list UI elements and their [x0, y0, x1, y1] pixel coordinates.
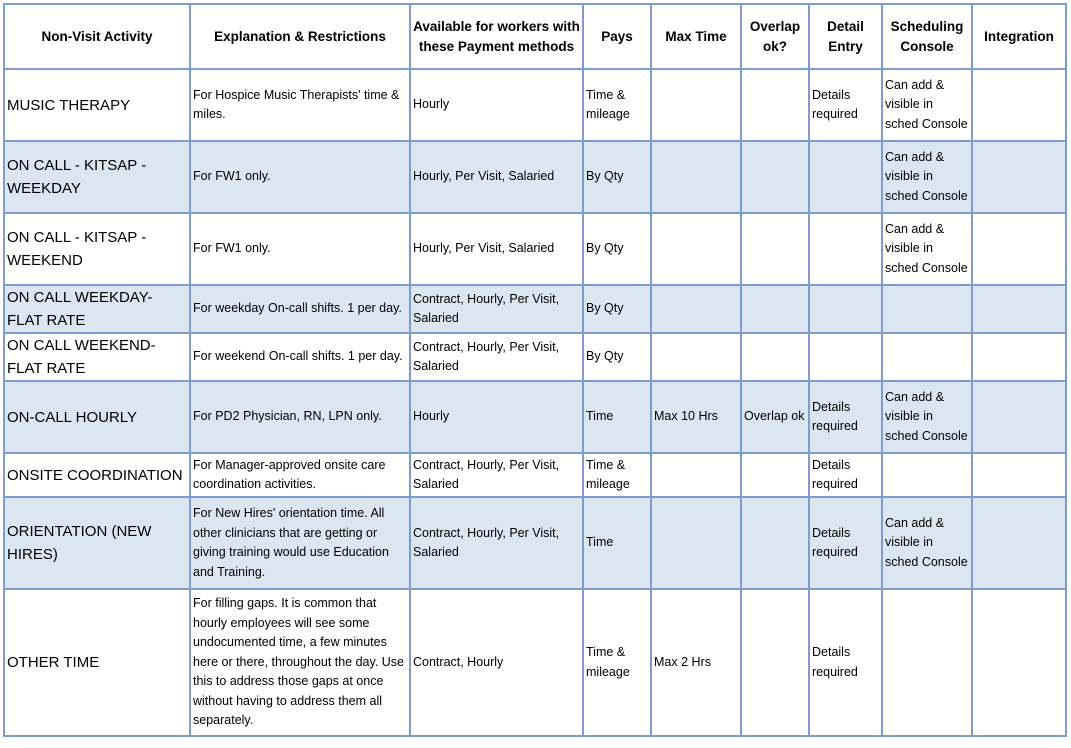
- header-scheduling-console: Scheduling Console: [882, 4, 972, 69]
- payment-cell: Contract, Hourly, Per Visit, Salaried: [410, 333, 583, 381]
- overlap-cell: [741, 453, 809, 497]
- header-payment-methods: Available for workers with these Payment methods: [410, 4, 583, 69]
- pays-cell: Time & mileage: [583, 69, 651, 141]
- overlap-cell: [741, 333, 809, 381]
- detail-cell: [809, 333, 882, 381]
- detail-cell: [809, 141, 882, 213]
- activity-cell: ON CALL WEEKEND-FLAT RATE: [4, 333, 190, 381]
- console-cell: Can add & visible in sched Console: [882, 141, 972, 213]
- activity-cell: ONSITE COORDINATION: [4, 453, 190, 497]
- explanation-cell: For Hospice Music Therapists' time & miles.: [190, 69, 410, 141]
- overlap-cell: [741, 213, 809, 285]
- activity-cell: ON CALL - KITSAP - WEEKDAY: [4, 141, 190, 213]
- detail-cell: Details required: [809, 453, 882, 497]
- activity-cell: OTHER TIME: [4, 589, 190, 736]
- explanation-cell: For PD2 Physician, RN, LPN only.: [190, 381, 410, 453]
- console-cell: Can add & visible in sched Console: [882, 497, 972, 589]
- overlap-cell: [741, 141, 809, 213]
- max-time-cell: [651, 69, 741, 141]
- console-cell: Can add & visible in sched Console: [882, 381, 972, 453]
- header-pays: Pays: [583, 4, 651, 69]
- overlap-cell: [741, 69, 809, 141]
- header-overlap: Overlap ok?: [741, 4, 809, 69]
- integration-cell: [972, 141, 1066, 213]
- integration-cell: [972, 453, 1066, 497]
- detail-cell: Details required: [809, 381, 882, 453]
- integration-cell: [972, 285, 1066, 333]
- activity-cell: ORIENTATION (NEW HIRES): [4, 497, 190, 589]
- overlap-cell: [741, 589, 809, 736]
- header-row: [4, 4, 1066, 69]
- table-row: [4, 141, 1066, 213]
- table-row: [4, 589, 1066, 736]
- table-row: [4, 213, 1066, 285]
- console-cell: [882, 285, 972, 333]
- payment-cell: Contract, Hourly: [410, 589, 583, 736]
- header-max-time: Max Time: [651, 4, 741, 69]
- pays-cell: Time & mileage: [583, 453, 651, 497]
- console-cell: Can add & visible in sched Console: [882, 69, 972, 141]
- max-time-cell: [651, 497, 741, 589]
- integration-cell: [972, 381, 1066, 453]
- max-time-cell: Max 10 Hrs: [651, 381, 741, 453]
- overlap-cell: Overlap ok: [741, 381, 809, 453]
- payment-cell: Hourly, Per Visit, Salaried: [410, 213, 583, 285]
- explanation-cell: For weekend On-call shifts. 1 per day.: [190, 333, 410, 381]
- explanation-cell: For weekday On-call shifts. 1 per day.: [190, 285, 410, 333]
- pays-cell: Time: [583, 381, 651, 453]
- table-row: [4, 285, 1066, 333]
- header-integration: Integration: [972, 4, 1066, 69]
- detail-cell: [809, 285, 882, 333]
- max-time-cell: [651, 453, 741, 497]
- max-time-cell: [651, 333, 741, 381]
- header-explanation: Explanation & Restrictions: [190, 4, 410, 69]
- payment-cell: Contract, Hourly, Per Visit, Salaried: [410, 453, 583, 497]
- detail-cell: Details required: [809, 69, 882, 141]
- integration-cell: [972, 497, 1066, 589]
- header-activity: Non-Visit Activity: [4, 4, 190, 69]
- explanation-cell: For FW1 only.: [190, 213, 410, 285]
- explanation-cell: For Manager-approved onsite care coordination activities.: [190, 453, 410, 497]
- table-row: [4, 69, 1066, 141]
- header-detail-entry: Detail Entry: [809, 4, 882, 69]
- integration-cell: [972, 213, 1066, 285]
- detail-cell: Details required: [809, 589, 882, 736]
- pays-cell: Time: [583, 497, 651, 589]
- detail-cell: [809, 213, 882, 285]
- integration-cell: [972, 333, 1066, 381]
- console-cell: [882, 589, 972, 736]
- table-row: [4, 333, 1066, 381]
- activity-cell: ON CALL WEEKDAY-FLAT RATE: [4, 285, 190, 333]
- table-row: [4, 381, 1066, 453]
- table-row: [4, 497, 1066, 589]
- integration-cell: [972, 589, 1066, 736]
- payment-cell: Contract, Hourly, Per Visit, Salaried: [410, 285, 583, 333]
- activity-cell: ON-CALL HOURLY: [4, 381, 190, 453]
- pays-cell: By Qty: [583, 213, 651, 285]
- payment-cell: Hourly: [410, 69, 583, 141]
- non-visit-activity-table: [3, 3, 1067, 737]
- payment-cell: Hourly: [410, 381, 583, 453]
- pays-cell: By Qty: [583, 285, 651, 333]
- table-row: [4, 453, 1066, 497]
- integration-cell: [972, 69, 1066, 141]
- activity-cell: ON CALL - KITSAP - WEEKEND: [4, 213, 190, 285]
- pays-cell: Time & mileage: [583, 589, 651, 736]
- overlap-cell: [741, 285, 809, 333]
- max-time-cell: Max 2 Hrs: [651, 589, 741, 736]
- pays-cell: By Qty: [583, 333, 651, 381]
- max-time-cell: [651, 141, 741, 213]
- activity-cell: MUSIC THERAPY: [4, 69, 190, 141]
- overlap-cell: [741, 497, 809, 589]
- max-time-cell: [651, 285, 741, 333]
- explanation-cell: For FW1 only.: [190, 141, 410, 213]
- pays-cell: By Qty: [583, 141, 651, 213]
- payment-cell: Contract, Hourly, Per Visit, Salaried: [410, 497, 583, 589]
- explanation-cell: For filling gaps. It is common that hourly employees will see some undocumented time, a few minutes here or there, throughout the day. Use this to address those gaps at once without having to address them all separately.: [190, 589, 410, 736]
- payment-cell: Hourly, Per Visit, Salaried: [410, 141, 583, 213]
- max-time-cell: [651, 213, 741, 285]
- detail-cell: Details required: [809, 497, 882, 589]
- explanation-cell: For New Hires' orientation time. All other clinicians that are getting or giving training would use Education and Training.: [190, 497, 410, 589]
- console-cell: Can add & visible in sched Console: [882, 213, 972, 285]
- console-cell: [882, 333, 972, 381]
- console-cell: [882, 453, 972, 497]
